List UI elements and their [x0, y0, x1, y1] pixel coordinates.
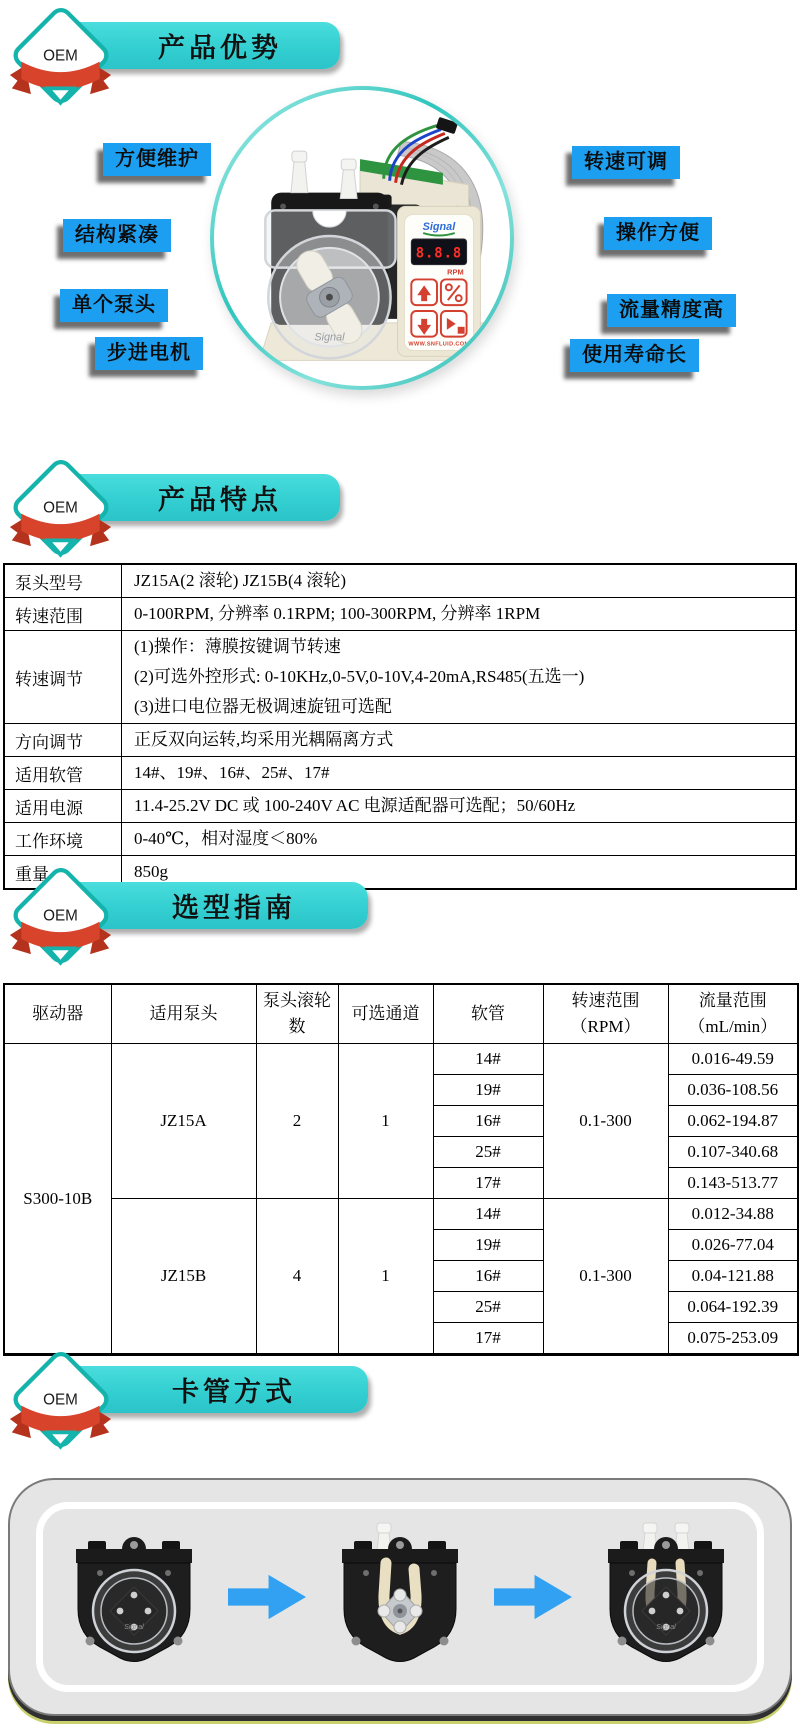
cell-tube: 14#: [433, 1199, 543, 1230]
oem-label: OEM: [43, 499, 78, 517]
cell-rollers: 4: [256, 1199, 338, 1355]
oem-badge: [8, 6, 113, 128]
feature-value-line: 0-100RPM, 分辨率 0.1RPM; 100-300RPM, 分辨率 1RPM: [134, 604, 541, 623]
advantage-label: 转速可调: [572, 146, 680, 179]
oem-label: OEM: [43, 47, 78, 65]
stop-icon: [458, 327, 465, 334]
cell-flow-range: 0.026-77.04: [668, 1230, 798, 1261]
cell-rollers: 2: [256, 1044, 338, 1199]
section-title: 选型指南: [172, 893, 296, 923]
cell-flow-range: 0.04-121.88: [668, 1261, 798, 1292]
cell-tube: 25#: [433, 1292, 543, 1323]
selection-header-row: [4, 984, 798, 1044]
selection-row: [4, 1044, 798, 1075]
cell-flow-range: 0.075-253.09: [668, 1323, 798, 1355]
cell-tube: 19#: [433, 1075, 543, 1106]
oem-badge: [8, 458, 113, 580]
selection-header: 软管: [433, 984, 543, 1044]
cell-tube: 17#: [433, 1168, 543, 1199]
feature-label: 适用软管: [4, 757, 122, 790]
cell-tube: 19#: [433, 1230, 543, 1261]
cell-rpm-range: 0.1-300: [543, 1199, 668, 1355]
cell-channels: 1: [338, 1044, 433, 1199]
feature-label: 工作环境: [4, 823, 122, 856]
cell-rpm-range: 0.1-300: [543, 1044, 668, 1199]
svg-text:Signal: Signal: [314, 331, 345, 344]
cell-flow-range: 0.012-34.88: [668, 1199, 798, 1230]
feature-label: 转速范围: [4, 598, 122, 631]
svg-text:Signal: Signal: [124, 1624, 144, 1631]
rpm-unit-label: RPM: [447, 267, 464, 277]
tube-fitting-icon: [340, 159, 357, 198]
cell-tube: 25#: [433, 1137, 543, 1168]
section-header-clamping: [8, 1350, 438, 1472]
rpm-display-value: 8.8.8: [415, 245, 463, 262]
feature-row: [4, 564, 796, 598]
selection-header: 可选通道: [338, 984, 433, 1044]
selection-header: 适用泵头: [111, 984, 256, 1044]
tube-clamping-panel: [8, 1478, 792, 1716]
feature-row: [4, 631, 796, 724]
peristaltic-pump-illustration: [214, 90, 510, 386]
section-header-features: [8, 458, 438, 580]
cell-flow-range: 0.016-49.59: [668, 1044, 798, 1075]
selection-header: 泵头滚轮数: [256, 984, 338, 1044]
feature-value-line: 11.4-25.2V DC 或 100-240V AC 电源适配器可选配；50/60Hz: [134, 796, 576, 815]
selection-row: [4, 1199, 798, 1230]
cell-pump-model: JZ15B: [111, 1199, 256, 1355]
cell-tube: 14#: [433, 1044, 543, 1075]
cell-flow-range: 0.143-513.77: [668, 1168, 798, 1199]
feature-row: [4, 598, 796, 631]
advantage-label: 单个泵头: [60, 289, 168, 322]
diamond-tip: [48, 88, 73, 102]
section-title: 卡管方式: [172, 1377, 296, 1407]
cell-tube: 16#: [433, 1261, 543, 1292]
selection-header: 驱动器: [4, 984, 111, 1044]
advantage-label: 步进电机: [95, 337, 203, 370]
cell-tube: 16#: [433, 1106, 543, 1137]
cell-flow-range: 0.036-108.56: [668, 1075, 798, 1106]
tube-fitting-icon: [291, 151, 308, 192]
feature-row: [4, 823, 796, 856]
feature-value-line: 正反双向运转,均采用光耦隔离方式: [134, 730, 394, 749]
cell-flow-range: 0.062-194.87: [668, 1106, 798, 1137]
feature-value-line: 0-40℃，相对湿度＜80%: [134, 829, 318, 848]
oem-badge: [8, 1350, 113, 1472]
svg-text:Signal: Signal: [656, 1624, 676, 1631]
pump-head-step-2: [320, 1517, 480, 1677]
arrow-right-icon: [494, 1573, 572, 1621]
section-title: 产品特点: [158, 485, 282, 515]
section-title: 产品优势: [158, 33, 282, 63]
advantage-label: 使用寿命长: [570, 339, 699, 372]
advantage-label: 流量精度高: [607, 294, 736, 327]
feature-label: 重量: [4, 856, 122, 890]
feature-label: 泵头型号: [4, 564, 122, 598]
feature-row: [4, 724, 796, 757]
section-header-selection: [8, 866, 438, 988]
feature-label: 方向调节: [4, 724, 122, 757]
oem-badge: [8, 866, 113, 988]
pump-head-step-1: [54, 1517, 214, 1677]
brand-logo: Signal: [422, 221, 456, 234]
website-url: WWW.SNFLUID.COM: [408, 341, 470, 348]
product-photo-ring: [210, 86, 514, 390]
oem-label: OEM: [43, 907, 78, 925]
cell-flow-range: 0.107-340.68: [668, 1137, 798, 1168]
features-table: [3, 563, 797, 890]
feature-value-line: (2)可选外控形式: 0-10KHz,0-5V,0-10V,4-20mA,RS485(五选一): [134, 667, 585, 686]
cell-channels: 1: [338, 1199, 433, 1355]
oem-diamond-badge: [8, 458, 113, 575]
advantage-label: 结构紧凑: [63, 219, 171, 252]
cell-tube: 17#: [433, 1323, 543, 1355]
advantage-label: 方便维护: [103, 143, 211, 176]
oem-diamond-badge: [8, 1350, 113, 1467]
diamond-tip: [48, 948, 73, 962]
advantage-label: 操作方便: [604, 217, 712, 250]
oem-label: OEM: [43, 1391, 78, 1409]
feature-row: [4, 790, 796, 823]
feature-value-line: (3)进口电位器无极调速旋钮可选配: [134, 697, 392, 716]
selection-header: 转速范围 （RPM）: [543, 984, 668, 1044]
feature-value-line: (1)操作：薄膜按键调节转速: [134, 637, 341, 656]
cell-pump-model: JZ15A: [111, 1044, 256, 1199]
feature-value-line: 14#、19#、16#、25#、17#: [134, 763, 330, 782]
selection-table: [3, 983, 799, 1356]
feature-value-line: 850g: [134, 862, 168, 881]
oem-diamond-badge: [8, 6, 113, 123]
selection-header: 流量范围 （mL/min）: [668, 984, 798, 1044]
feature-row: [4, 757, 796, 790]
arrow-right-icon: [228, 1573, 306, 1621]
diamond-tip: [48, 1432, 73, 1446]
feature-label: 转速调节: [4, 631, 122, 724]
pump-head-step-3: [586, 1517, 746, 1677]
cell-driver: S300-10B: [4, 1044, 111, 1355]
feature-value-line: JZ15A(2 滚轮) JZ15B(4 滚轮): [134, 571, 347, 590]
feature-label: 适用电源: [4, 790, 122, 823]
cell-flow-range: 0.064-192.39: [668, 1292, 798, 1323]
product-photo: [214, 90, 510, 386]
diamond-tip: [48, 540, 73, 554]
oem-diamond-badge: [8, 866, 113, 983]
